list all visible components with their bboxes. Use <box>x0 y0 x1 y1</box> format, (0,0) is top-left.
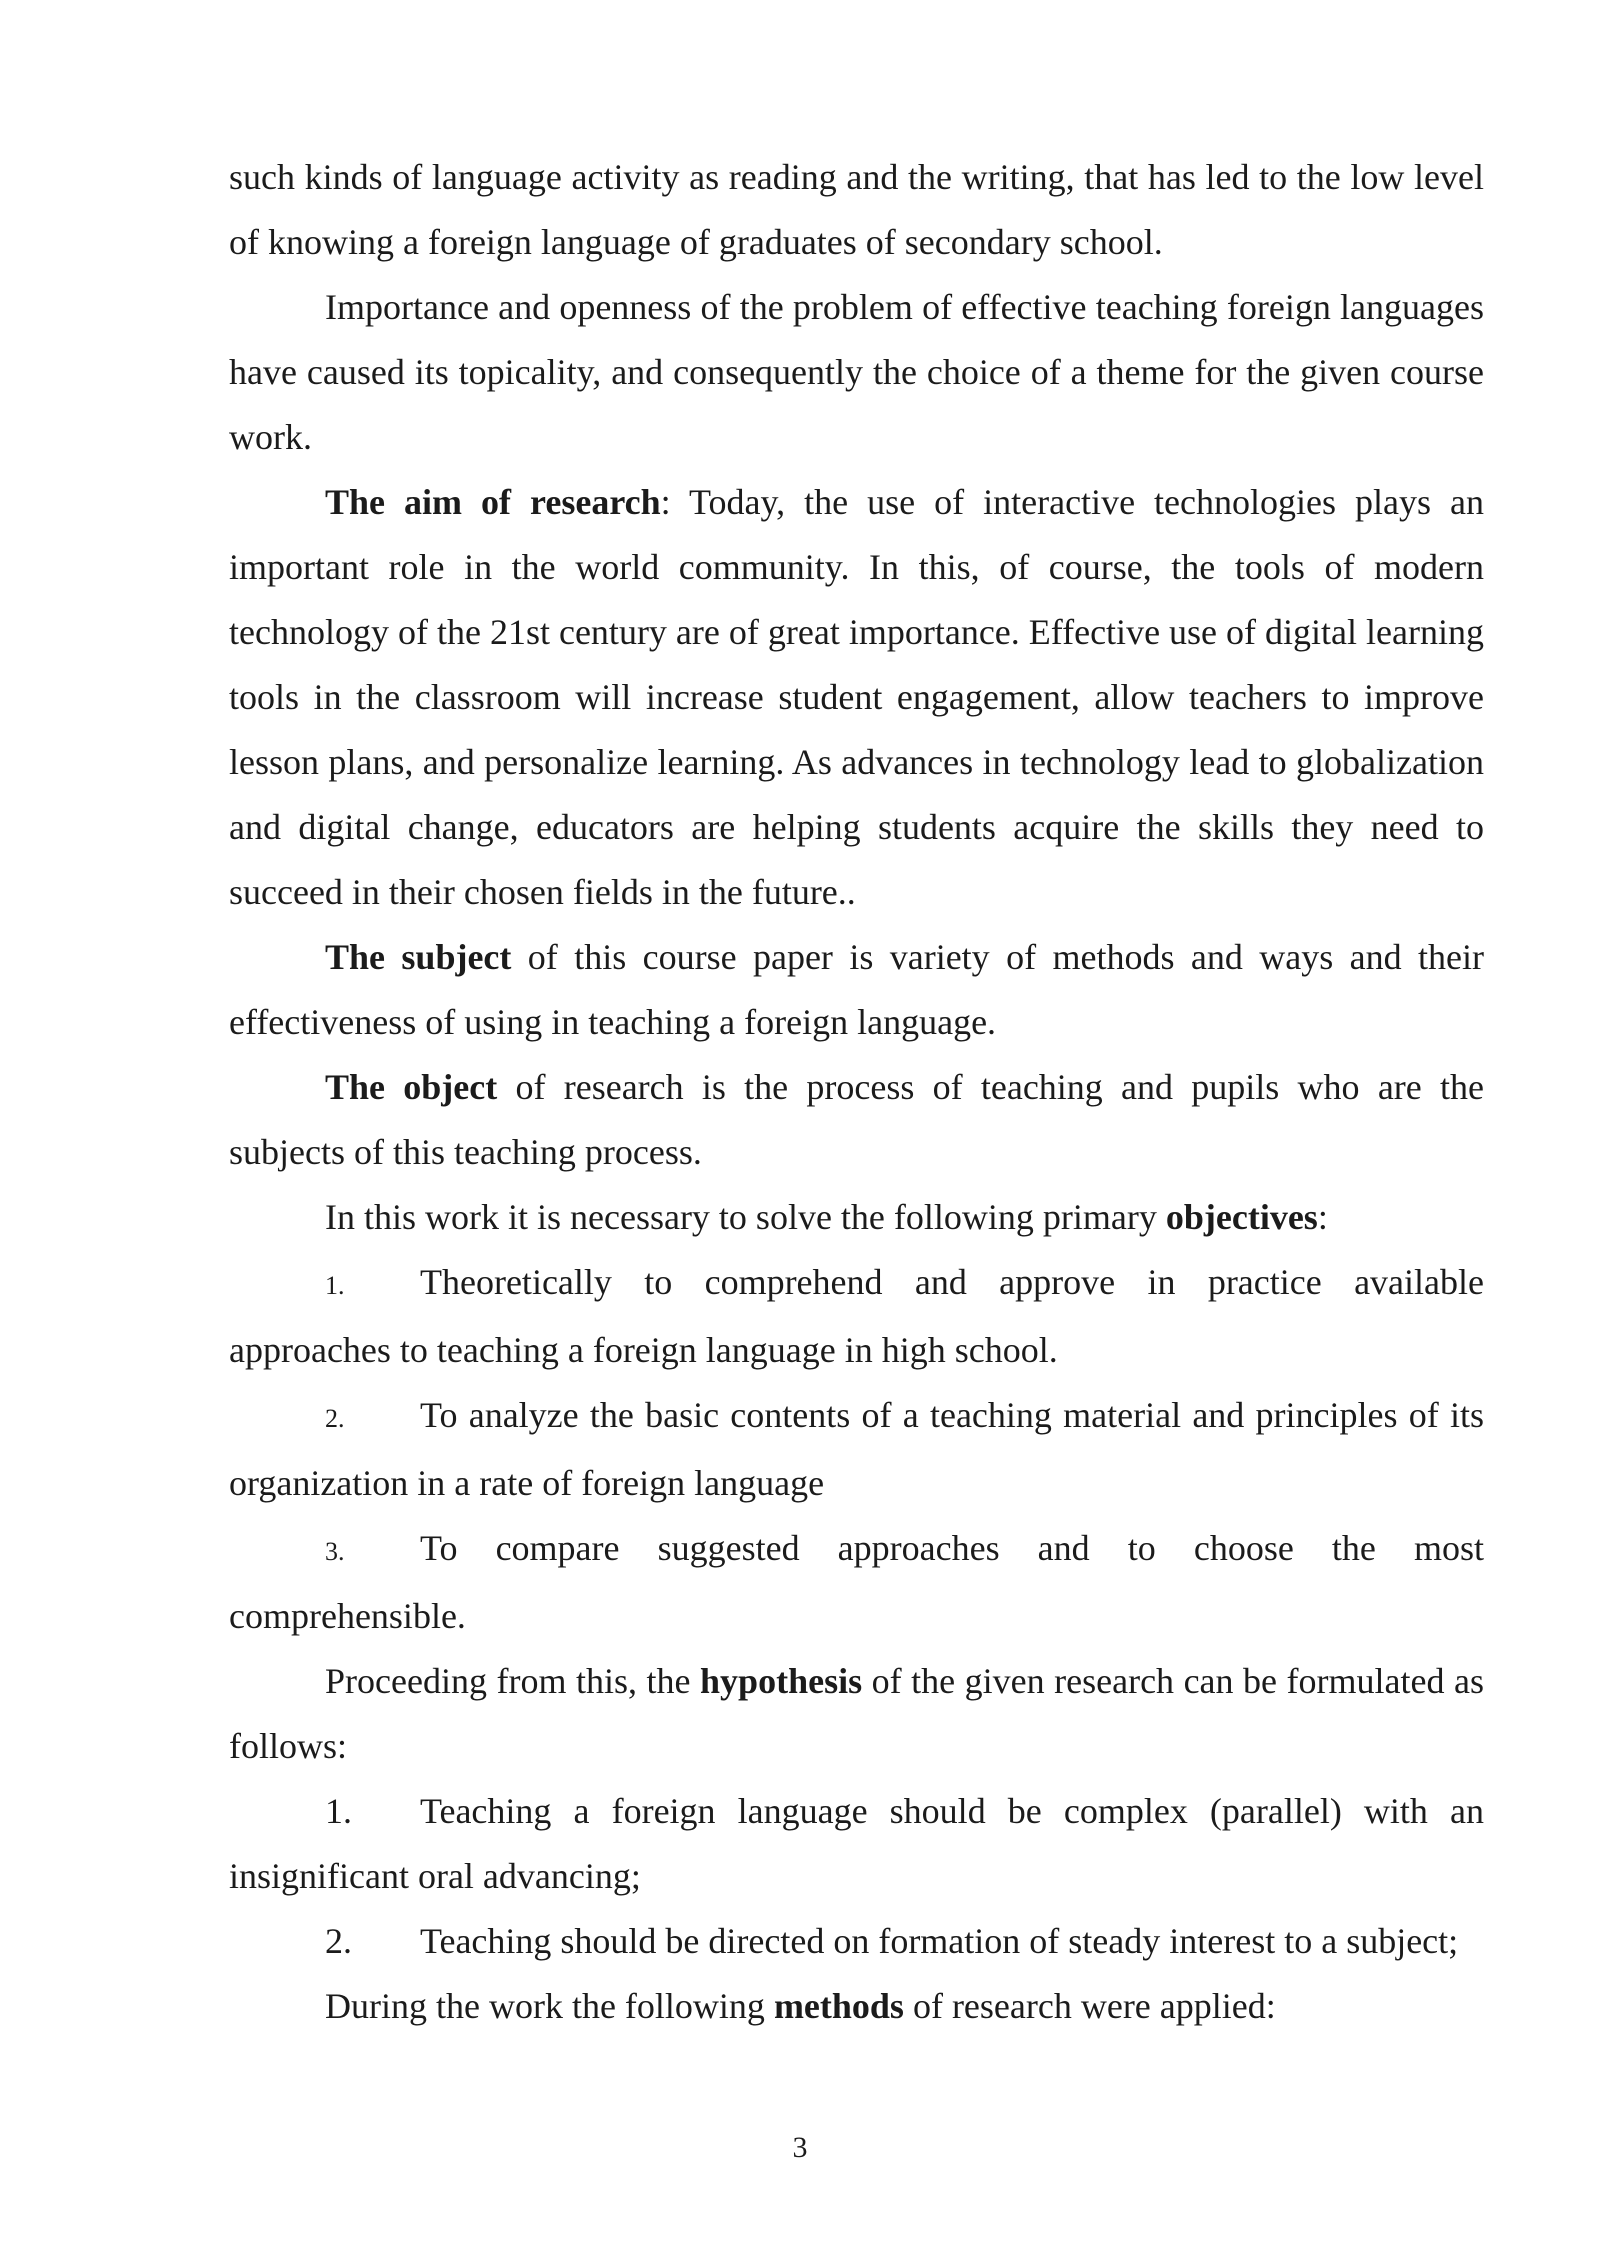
body-text <box>229 145 1484 2039</box>
hypothesis-item <box>229 1909 1484 1974</box>
paragraph-topicality: Importance and openness of the problem of effective teaching foreign languages have caused its topicality, and consequently the choice of a theme for the given course work. <box>229 287 1484 457</box>
hypothesis-intro-text: Proceeding from this, the <box>325 1661 701 1701</box>
hypothesis-number: 1. <box>325 1791 352 1831</box>
objective-item <box>229 1250 1484 1383</box>
objectives-colon: : <box>1317 1197 1328 1237</box>
subject-heading: The subject <box>325 937 512 977</box>
objective-number: 1. <box>325 1271 345 1300</box>
objectives-intro-text: In this work it is necessary to solve the following primary <box>325 1197 1166 1237</box>
objective-number: 2. <box>325 1404 345 1433</box>
objective-item <box>229 1516 1484 1649</box>
methods-intro-text: During the work the following <box>325 1986 774 2026</box>
page-number: 3 <box>792 2131 808 2164</box>
aim-text: : Today, the use of interactive technologies plays an important role in the world community. In this, of course, the tools of modern technology of the 21st century are of great importance. Effective use of digital learning tools in the classroom will increase student engagement, allow teachers to improve lesson plans, and personalize learning. As advances in technology lead to globalization and digital change, educators are helping students acquire the skills they need to succeed in their chosen fields in the future.. <box>229 482 1484 912</box>
aim-heading: The aim of research <box>325 482 661 522</box>
objective-item <box>229 1383 1484 1516</box>
hypothesis-item-text: Teaching should be directed on formation of steady interest to a subject; <box>420 1921 1459 1961</box>
paragraph-hypothesis <box>229 1649 1484 1779</box>
paragraph-methods <box>229 1974 1484 2039</box>
paragraph-subject <box>229 925 1484 1055</box>
hypothesis-heading: hypothesis <box>700 1661 863 1701</box>
objectives-heading: objectives <box>1165 1197 1318 1237</box>
hypothesis-number: 2. <box>325 1921 352 1961</box>
objective-text: To analyze the basic contents of a teaching material and principles of its organization in a rate of foreign language <box>229 1395 1484 1503</box>
paragraph-object <box>229 1055 1484 1185</box>
paragraph-aim <box>229 470 1484 925</box>
paragraph-objectives-intro <box>229 1185 1484 1250</box>
hypothesis-item <box>229 1779 1484 1909</box>
objective-text: To compare suggested approaches and to choose the most comprehensible. <box>229 1528 1484 1636</box>
paragraph-continuation: such kinds of language activity as reading and the writing, that has led to the low level of knowing a foreign language of graduates of secondary school. <box>229 157 1484 262</box>
methods-heading: methods <box>773 1986 904 2026</box>
hypothesis-item-text: Teaching a foreign language should be complex (parallel) with an insignificant oral advancing; <box>229 1791 1484 1896</box>
objective-number: 3. <box>325 1537 345 1566</box>
object-text: of research is the process of teaching and pupils who are the subjects of this teaching process. <box>229 1067 1484 1172</box>
hypothesis-text: of the given research can be formulated as follows: <box>229 1661 1485 1766</box>
object-heading: The object <box>325 1067 498 1107</box>
subject-text: of this course paper is variety of methods and ways and their effectiveness of using in teaching a foreign language. <box>229 937 1484 1042</box>
methods-text: of research were applied: <box>903 1986 1276 2026</box>
objective-text: Theoretically to comprehend and approve in practice available approaches to teaching a foreign language in high school. <box>229 1262 1484 1370</box>
